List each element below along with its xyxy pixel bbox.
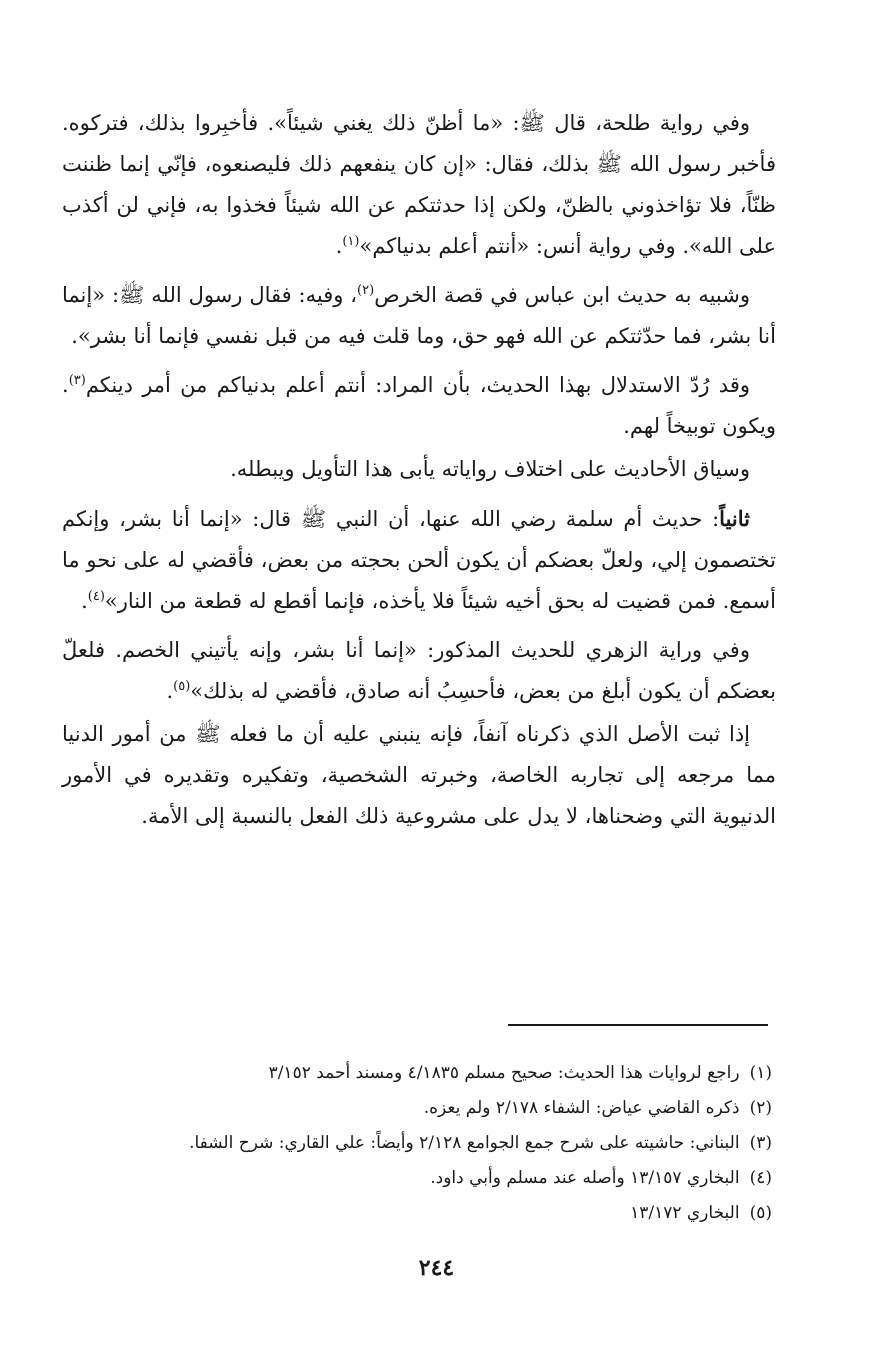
footnote-text: راجع لروايات هذا الحديث: صحيح مسلم ٤/١٨٣٥ ومسند أحمد ٣/١٥٢ <box>268 1063 740 1083</box>
footnote-number: (٢) <box>749 1098 772 1118</box>
footnote-ref[interactable]: (٣) <box>68 373 86 388</box>
footnote-text: البخاري ١٣/١٧٢ <box>630 1203 740 1223</box>
paragraph-umm-salama <box>62 498 776 622</box>
paragraph-text: وفي رواية طلحة، قال ﷺ: «ما أظنّ ذلك يغني شيئاً». فأخبِروا بذلك، فتركوه. فأخبر رسول الله ﷺ بذلك، فقال: «إن كان ينفعهم ذلك فليصنعوه، فإنّي إنما ظننت ظنّاً، فلا تؤاخذوني بالظنّ، ولكن إذا حدثتكم عن الله شيئاً فخذوا به، فإني لن أكذب على الله». وفي رواية أنس: «أنتم أعلم بدنياكم» <box>62 111 776 258</box>
paragraph-ibn-abbas <box>62 275 776 357</box>
paragraph-tail: . <box>166 679 174 703</box>
paragraph-conclusion <box>62 714 776 837</box>
page-number: ٢٤٤ <box>418 1255 455 1281</box>
footnote-text: ذكره القاضي عياض: الشفاء ٢/١٧٨ ولم يعزه. <box>423 1098 740 1118</box>
paragraph-tail: ، وفيه: فقال رسول الله ﷺ: «إنما أنا بشر، فما حدّثتكم عن الله فهو حق، وما قلت فيه من قبل نفسي فإنما أنا بشر». <box>62 283 776 348</box>
paragraph-tail: . <box>335 234 343 258</box>
paragraph-text: إذا ثبت الأصل الذي ذكرناه آنفاً، فإنه ينبني عليه أن ما فعله ﷺ من أمور الدنيا مما مرجعه إلى تجاربه الخاصة، وخبرته الشخصية، وتفكيره وتقديره في الأمور الدنيوية التي وضحناها، لا يدل على مشروعية ذلك الفعل بالنسبة إلى الأمة. <box>62 722 776 828</box>
footnote-item <box>62 1126 772 1161</box>
footnote-ref[interactable]: (٤) <box>87 589 105 604</box>
footnote-ref[interactable]: (٥) <box>173 679 191 694</box>
paragraph-text: وسياق الأحاديث على اختلاف رواياته يأبى هذا التأويل ويبطله. <box>230 457 750 481</box>
paragraph-context <box>62 449 776 490</box>
footnote-ref[interactable]: (٢) <box>357 283 375 298</box>
footnote-item <box>62 1056 772 1091</box>
paragraph-rebuttal <box>62 365 776 447</box>
section-lead-word: ثانياً <box>719 506 750 531</box>
main-text <box>62 103 776 845</box>
footnote-item <box>62 1161 772 1196</box>
paragraph-zuhri <box>62 630 776 712</box>
footnotes <box>62 1056 772 1231</box>
footnote-number: (٥) <box>749 1203 772 1223</box>
footnote-ref[interactable]: (١) <box>342 234 360 249</box>
paragraph-talha-narration <box>62 103 776 267</box>
paragraph-text: وفي وراية الزهري للحديث المذكور: «إنما أنا بشر، وإنه يأتيني الخصم. فلعلّ بعضكم أن يكون أبلغ من بعض، فأحسِبُ أنه صادق، فأقضي له بذلك» <box>62 638 776 703</box>
footnote-text: البخاري ١٣/١٥٧ وأصله عند مسلم وأبي داود. <box>430 1168 740 1188</box>
footnote-number: (١) <box>749 1063 772 1083</box>
paragraph-tail: . ويكون توبيخاً لهم. <box>62 373 776 438</box>
paragraph-text: وقد رُدّ الاستدلال بهذا الحديث، بأن المراد: أنتم أعلم بدنياكم من أمر دينكم <box>85 373 750 397</box>
footnote-divider <box>508 1024 768 1026</box>
footnote-number: (٤) <box>749 1168 772 1188</box>
footnote-number: (٣) <box>749 1133 772 1153</box>
footnote-item <box>62 1196 772 1231</box>
paragraph-tail: . <box>81 589 88 613</box>
footnote-item <box>62 1091 772 1126</box>
paragraph-text: وشبيه به حديث ابن عباس في قصة الخرص <box>374 283 750 307</box>
footnote-text: البناني: حاشيته على شرح جمع الجوامع ٢/١٢٨ وأيضاً: علي القاري: شرح الشفا. <box>189 1133 740 1153</box>
paragraph-text: : حديث أم سلمة رضي الله عنها، أن النبي ﷺ قال: «إنما أنا بشر، وإنكم تختصمون إلي، ولعلّ بعضكم أن يكون ألحن بحجته من بعض، فأقضي له على نحو ما أسمع. فمن قضيت له بحق أخيه شيئاً فلا يأخذه، فإنما أقطع له قطعة من النار» <box>62 507 776 613</box>
